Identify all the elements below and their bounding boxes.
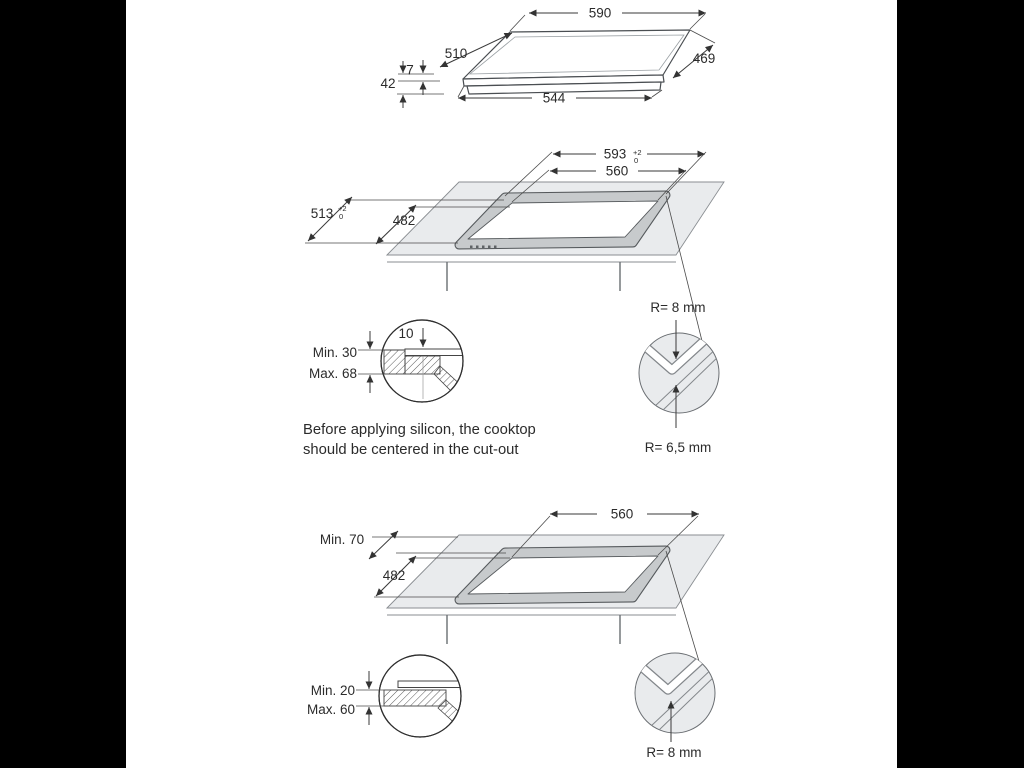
note-line-1: Before applying silicon, the cooktop: [303, 422, 536, 438]
dim-cutout-width: 560: [605, 163, 629, 179]
installation-diagram: [126, 0, 897, 768]
letterbox-left: [0, 0, 126, 768]
dim-cutout-depth: 482: [392, 213, 416, 228]
dim-height-total: 42: [380, 76, 396, 91]
corner-radius-detail-bottom: [635, 647, 718, 760]
dim-width-top: 590: [588, 5, 612, 21]
silicon-note: [303, 422, 536, 458]
glass-width-tol-zero: 0: [634, 156, 639, 165]
dim-width-bottom: 544: [542, 90, 566, 106]
radius-bottom-label: R= 6,5 mm: [644, 440, 712, 455]
dim-depth-left: 510: [444, 46, 468, 61]
worktop-max-label: Max. 60: [306, 702, 355, 717]
dim-cutout-width: 560: [610, 506, 634, 522]
glass-depth-tol-zero: 0: [339, 212, 344, 221]
note-line-2: should be centered in the cut-out: [303, 442, 519, 458]
corner-radius-detail-top: [639, 300, 722, 455]
flush-edge-detail: [307, 655, 468, 737]
glass-width-tol-plus: +2: [633, 148, 642, 157]
glass-depth-tol-plus: +2: [338, 204, 347, 213]
worktop-min-label: Min. 20: [310, 683, 355, 698]
cooktop-top-view: [380, 6, 715, 109]
dim-depth-right: 469: [692, 51, 716, 66]
overlap-gap-label: 10: [398, 326, 414, 341]
worktop-min-label: Min. 30: [312, 345, 357, 360]
worktop-front-edge: [387, 615, 676, 644]
dim-glass-thickness: 7: [406, 62, 414, 78]
letterbox-right: [897, 0, 1024, 768]
diagram-canvas: [126, 0, 897, 768]
radius-label: R= 8 mm: [646, 745, 702, 760]
dim-cutout-depth: 482: [382, 568, 406, 583]
overlap-edge-detail: [309, 320, 466, 402]
radius-top-label: R= 8 mm: [650, 300, 706, 315]
worktop-front-edge: [387, 262, 676, 291]
dim-glass-width: 593: [603, 146, 627, 162]
worktop-max-label: Max. 68: [308, 366, 357, 381]
flush-cutout-view: [320, 507, 724, 669]
dim-min-back-clearance: Min. 70: [319, 532, 365, 547]
cutout-view: [305, 147, 724, 350]
dim-glass-depth: 513: [310, 206, 334, 221]
